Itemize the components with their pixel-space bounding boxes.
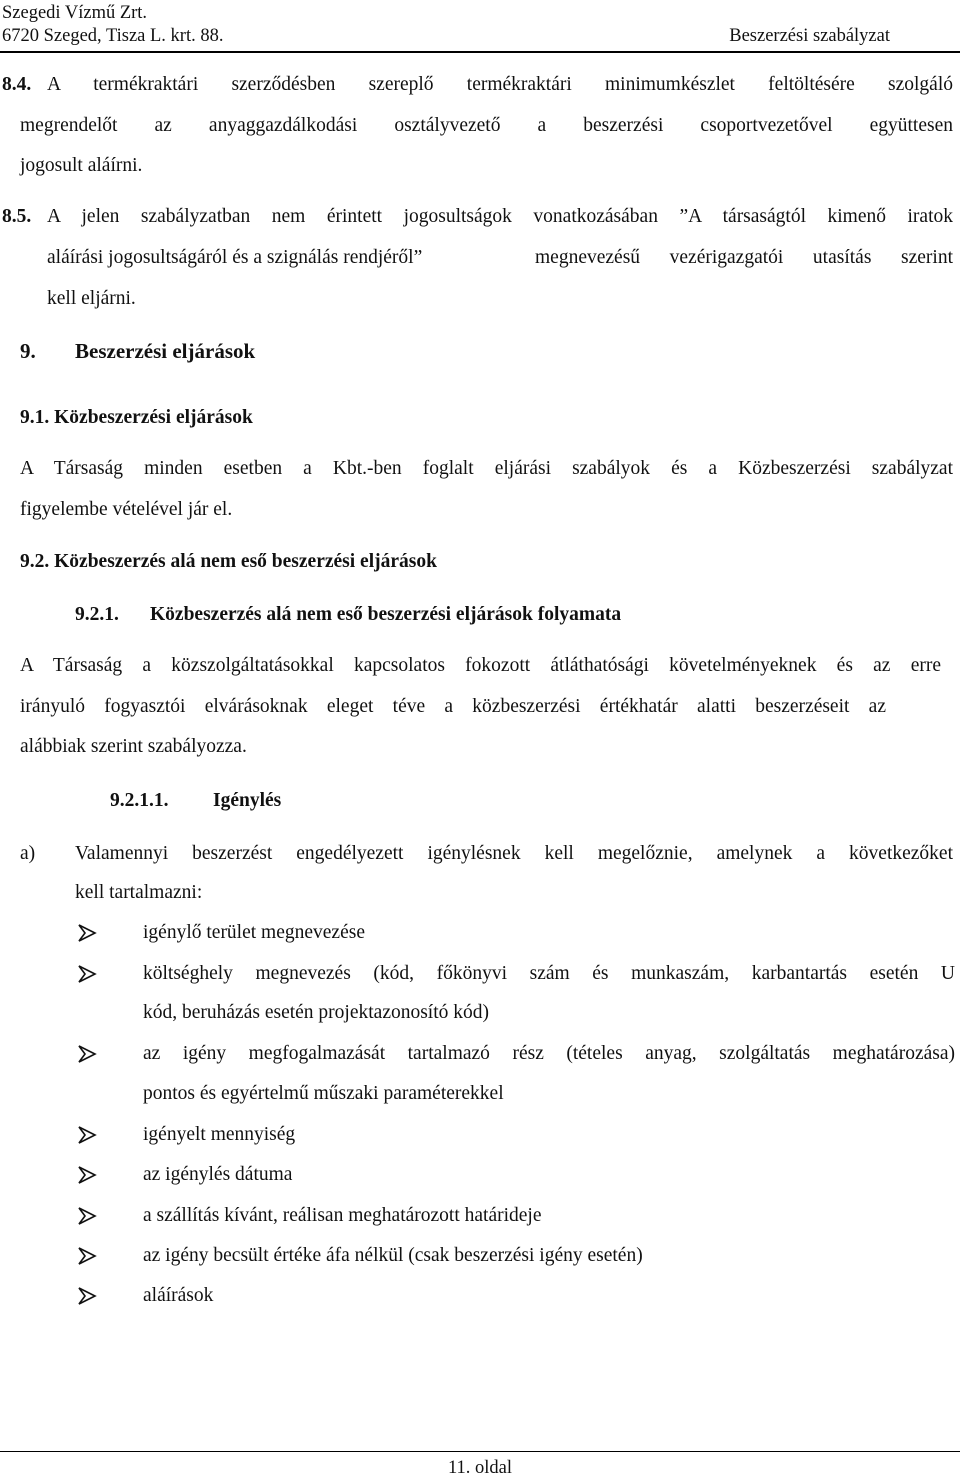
company-name: Szegedi Vízmű Zrt. [2, 3, 148, 23]
footer-divider [0, 1451, 960, 1452]
list-item: a szállítás kívánt, reálisan meghatározott határideje [143, 1205, 542, 1226]
company-address: 6720 Szeged, Tisza L. krt. 88. [2, 26, 224, 46]
section-8-5-line-2b: megnevezésű vezérigazgatói utasítás szerint [535, 247, 953, 268]
item-a-line-1: Valamennyi beszerzést engedélyezett igénylésnek kell megelőznie, amelynek a következőket [75, 843, 953, 864]
section-8-5-line-1: A jelen szabályzatban nem érintett jogosultságok vonatkozásában ”A társaságtól kimenő iratok [47, 206, 953, 227]
section-8-4-line-1: A termékraktári szerződésben szereplő termékraktári minimumkészlet feltöltésére szolgáló [47, 74, 953, 95]
item-a-marker: a) [20, 843, 36, 864]
arrow-bullet-icon [76, 1164, 98, 1186]
arrow-bullet-icon [76, 922, 98, 944]
list-item: igényelt mennyiség [143, 1124, 296, 1145]
section-9-2-1-1-title: Igénylés [213, 790, 282, 811]
list-item: az igénylés dátuma [143, 1164, 293, 1185]
section-9-1-line-1: A Társaság minden esetben a Kbt.-ben foglalt eljárási szabályok és a Közbeszerzési szabályzat [20, 458, 953, 479]
arrow-bullet-icon [76, 1205, 98, 1227]
section-8-4-number: 8.4. [2, 74, 32, 95]
section-9-2-1-line-3: alábbiak szerint szabályozza. [20, 736, 247, 757]
arrow-bullet-icon [76, 963, 98, 985]
list-item: az igény megfogalmazását tartalmazó rész (tételes anyag, szolgáltatás meghatározása) [143, 1043, 955, 1064]
arrow-bullet-icon [76, 1245, 98, 1267]
list-item: költséghely megnevezés (kód, főkönyvi szám és munkaszám, karbantartás esetén U [143, 963, 955, 984]
item-a-line-2: kell tartalmazni: [75, 882, 203, 903]
section-8-5-line-3: kell eljárni. [47, 288, 136, 309]
section-8-5-number: 8.5. [2, 206, 32, 227]
section-9-2-1-title: Közbeszerzés alá nem eső beszerzési eljárások folyamata [150, 604, 622, 625]
header-divider [0, 51, 960, 53]
section-9-2-1-number: 9.2.1. [75, 604, 119, 625]
page-number: 11. oldal [447, 1458, 513, 1478]
arrow-bullet-icon [76, 1124, 98, 1146]
arrow-bullet-icon [76, 1285, 98, 1307]
list-item-continuation: kód, beruházás esetén projektazonosító kód) [143, 1002, 490, 1023]
list-item: aláírások [143, 1285, 214, 1306]
arrow-bullet-icon [76, 1043, 98, 1065]
section-9-1-title: 9.1. Közbeszerzési eljárások [20, 407, 253, 428]
section-9-2-1-1-number: 9.2.1.1. [110, 790, 169, 811]
list-item: az igény becsült értéke áfa nélkül (csak beszerzési igény esetén) [143, 1245, 643, 1266]
section-8-4-line-3: jogosult aláírni. [20, 155, 143, 176]
section-9-2-1-line-1: A Társaság a közszolgáltatásokkal kapcsolatos fokozott átláthatósági követelményeknek és az erre [20, 655, 941, 676]
section-9-2-title: 9.2. Közbeszerzés alá nem eső beszerzési eljárások [20, 551, 437, 572]
section-9-title: Beszerzési eljárások [75, 339, 256, 363]
section-8-4-line-2: megrendelőt az anyaggazdálkodási osztályvezető a beszerzési csoportvezetővel együttesen [20, 115, 953, 136]
section-8-5-line-2a: aláírási jogosultságáról és a szignálás rendjéről” [47, 247, 423, 268]
section-9-2-1-line-2: irányuló fogyasztói elvárásoknak eleget téve a közbeszerzési értékhatár alatti beszerzéseit az [20, 696, 886, 717]
list-item: igénylő terület megnevezése [143, 922, 365, 943]
list-item-continuation: pontos és egyértelmű műszaki paraméterekkel [143, 1083, 504, 1104]
section-9-number: 9. [20, 339, 36, 363]
document-title: Beszerzési szabályzat [729, 26, 890, 46]
section-9-1-line-2: figyelembe vételével jár el. [20, 499, 233, 520]
